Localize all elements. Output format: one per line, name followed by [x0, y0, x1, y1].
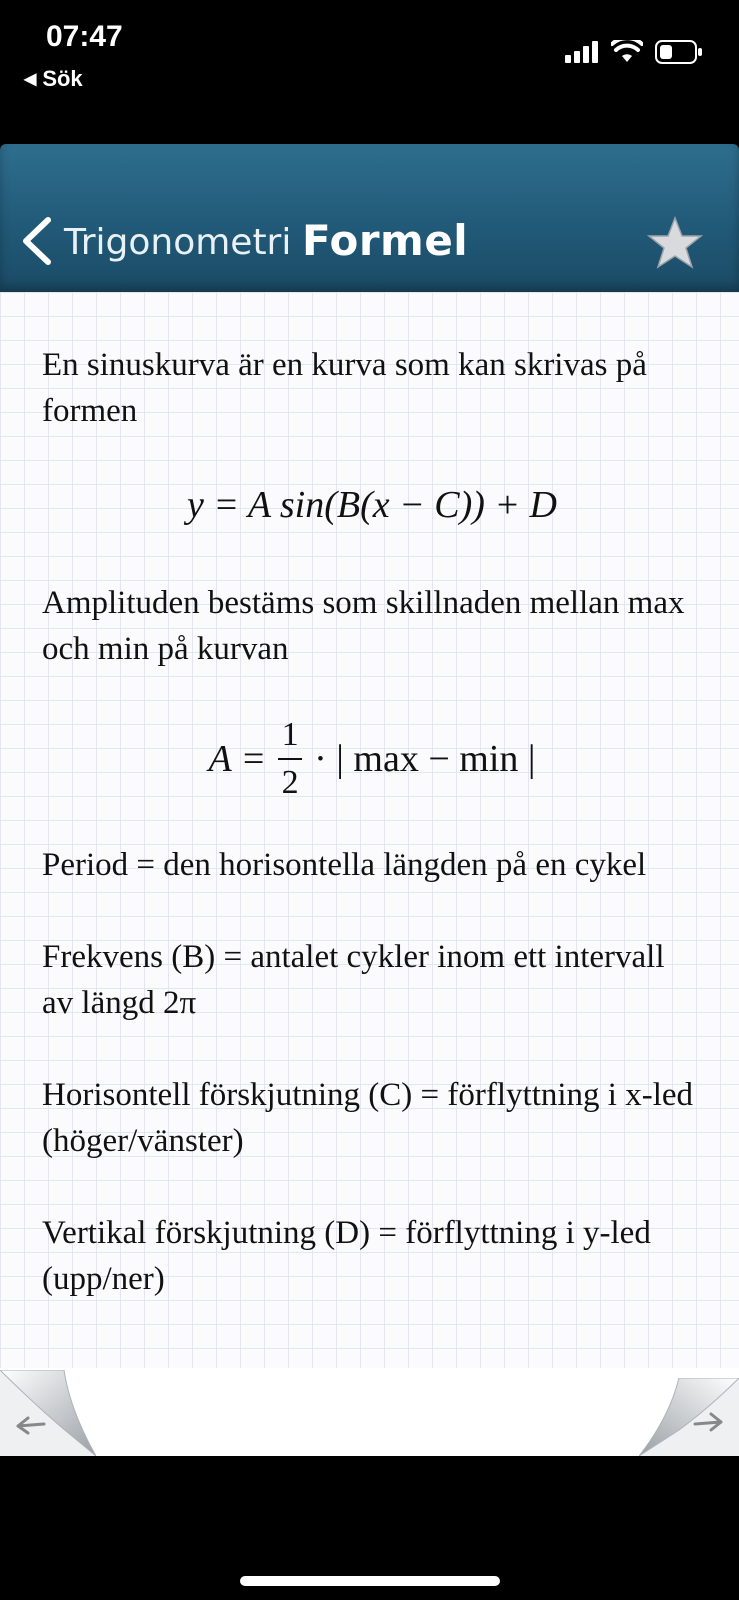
back-to-app-button[interactable]	[24, 66, 83, 92]
wifi-icon	[611, 40, 643, 64]
star-icon[interactable]	[647, 216, 703, 270]
status-icons	[565, 40, 703, 64]
formula-content	[42, 342, 702, 1302]
frequency-text: Frekvens (B) = antalet cykler inom ett intervall av längd 2π	[42, 939, 665, 1021]
amplitude-text: Amplituden bestäms som skillnaden mellan max och min på kurvan	[42, 585, 685, 667]
bottom-nav	[0, 1368, 739, 1456]
amplitude-formula	[42, 716, 702, 802]
fraction-bar	[278, 758, 302, 760]
chevron-left-icon[interactable]	[18, 216, 54, 266]
status-bar	[0, 0, 739, 140]
fraction-denominator: 2	[281, 764, 299, 801]
section-title[interactable]: Trigonometri	[64, 222, 292, 263]
page-title: Formel	[302, 216, 469, 265]
battery-icon	[655, 40, 703, 64]
arrow-right-icon[interactable]	[639, 1378, 739, 1456]
back-app-label: Sök	[42, 66, 83, 91]
arrow-left-icon[interactable]	[0, 1370, 96, 1456]
fraction	[278, 716, 302, 802]
fraction-numerator: 1	[281, 716, 299, 753]
signal-icon	[565, 41, 599, 63]
sine-formula: y = A sin(B(x − C)) + D	[187, 484, 557, 526]
formula-page	[0, 292, 739, 1456]
amplitude-lhs: A =	[208, 738, 267, 780]
period-text: Period = den horisontella längden på en cykel	[42, 847, 647, 883]
back-triangle-icon: ◀	[24, 71, 37, 88]
app-header	[0, 144, 739, 292]
horizontal-shift-text: Horisontell förskjutning (C) = förflyttning i x-led (höger/vänster)	[42, 1077, 694, 1159]
intro-text: En sinuskurva är en kurva som kan skrivas på formen	[42, 347, 647, 429]
home-indicator[interactable]	[240, 1576, 500, 1586]
status-time: 07:47	[46, 20, 123, 53]
vertical-shift-text: Vertikal förskjutning (D) = förflyttning i y-led (upp/ner)	[42, 1215, 651, 1297]
amplitude-rhs: · | max − min |	[314, 738, 536, 780]
